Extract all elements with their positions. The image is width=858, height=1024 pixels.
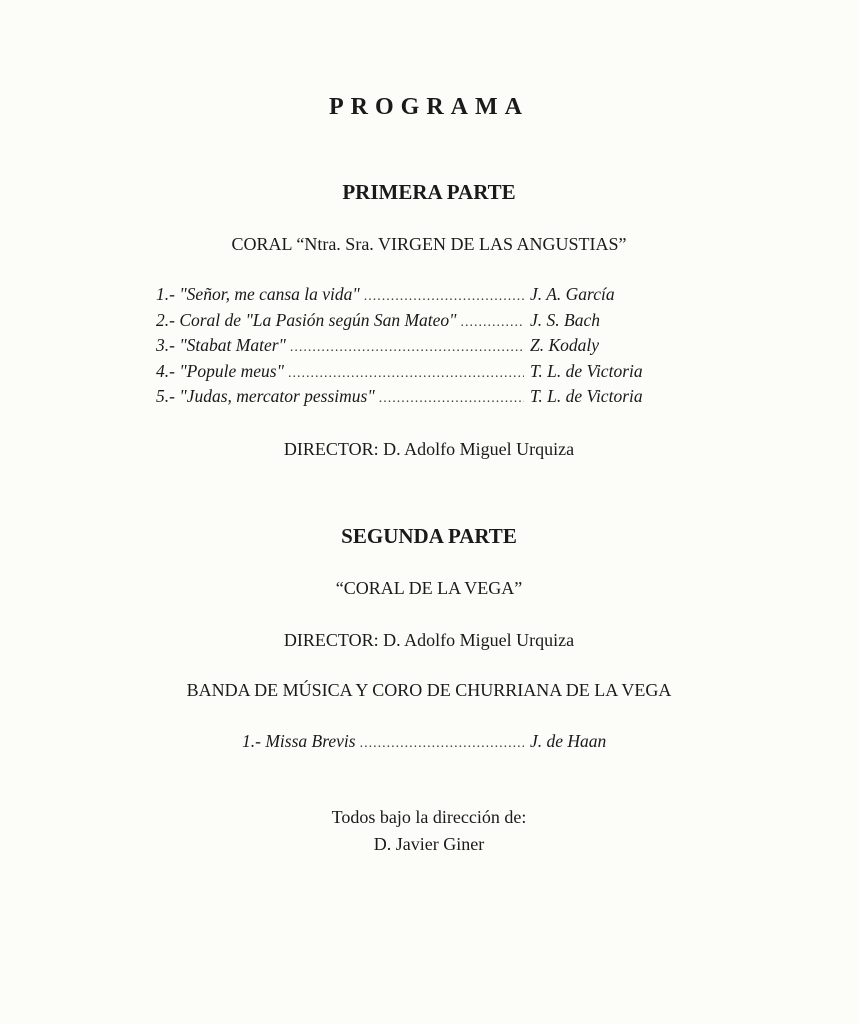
composer: J. de Haan	[530, 731, 607, 751]
dot-leader	[360, 736, 524, 752]
dot-leader	[290, 340, 524, 356]
composer: Z. Kodaly	[530, 335, 600, 355]
dot-leader	[288, 366, 524, 382]
dot-leader	[364, 289, 524, 305]
program-list-primera-parte	[156, 284, 643, 412]
page-title: PROGRAMA	[329, 94, 529, 120]
program-item	[156, 335, 643, 361]
composer: T. L. de Victoria	[530, 360, 643, 381]
choir-name-vega: “CORAL DE LA VEGA”	[335, 578, 523, 598]
program-list-segunda-parte	[242, 731, 606, 757]
program-item	[156, 361, 643, 387]
item-number: 5.-	[156, 386, 175, 406]
piece-title: "Popule meus"	[179, 360, 284, 381]
program-item	[242, 731, 606, 757]
composer: J. S. Bach	[530, 309, 600, 330]
closing-line-2: D. Javier Giner	[373, 834, 485, 854]
program-item	[156, 386, 643, 412]
section-heading-primera-parte: PRIMERA PARTE	[342, 180, 516, 204]
item-number: 3.-	[156, 335, 175, 355]
director-primera-parte: DIRECTOR: D. Adolfo Miguel Urquiza	[283, 439, 575, 459]
program-item	[156, 284, 643, 310]
choir-name-angustias: CORAL “Ntra. Sra. VIRGEN DE LAS ANGUSTIAS”	[231, 234, 627, 254]
program-item	[156, 310, 643, 336]
item-number: 1.-	[242, 731, 261, 751]
section-heading-segunda-parte: SEGUNDA PARTE	[341, 524, 517, 548]
composer: J. A. García	[530, 284, 615, 304]
piece-title: "Stabat Mater"	[179, 335, 286, 355]
closing-line-1: Todos bajo la dirección de:	[331, 807, 527, 827]
dot-leader	[461, 315, 524, 331]
piece-title: "Señor, me cansa la vida"	[179, 284, 360, 304]
dot-leader	[379, 391, 524, 407]
item-number: 4.-	[156, 360, 175, 381]
item-number: 2.-	[156, 309, 175, 330]
item-number: 1.-	[156, 284, 175, 304]
composer: T. L. de Victoria	[530, 386, 643, 406]
piece-title: Missa Brevis	[265, 731, 356, 751]
band-name: BANDA DE MÚSICA Y CORO DE CHURRIANA DE LA VEGA	[186, 680, 672, 700]
director-segunda-parte: DIRECTOR: D. Adolfo Miguel Urquiza	[283, 630, 575, 650]
piece-title: Coral de "La Pasión según San Mateo"	[179, 309, 457, 330]
piece-title: "Judas, mercator pessimus"	[179, 386, 375, 406]
